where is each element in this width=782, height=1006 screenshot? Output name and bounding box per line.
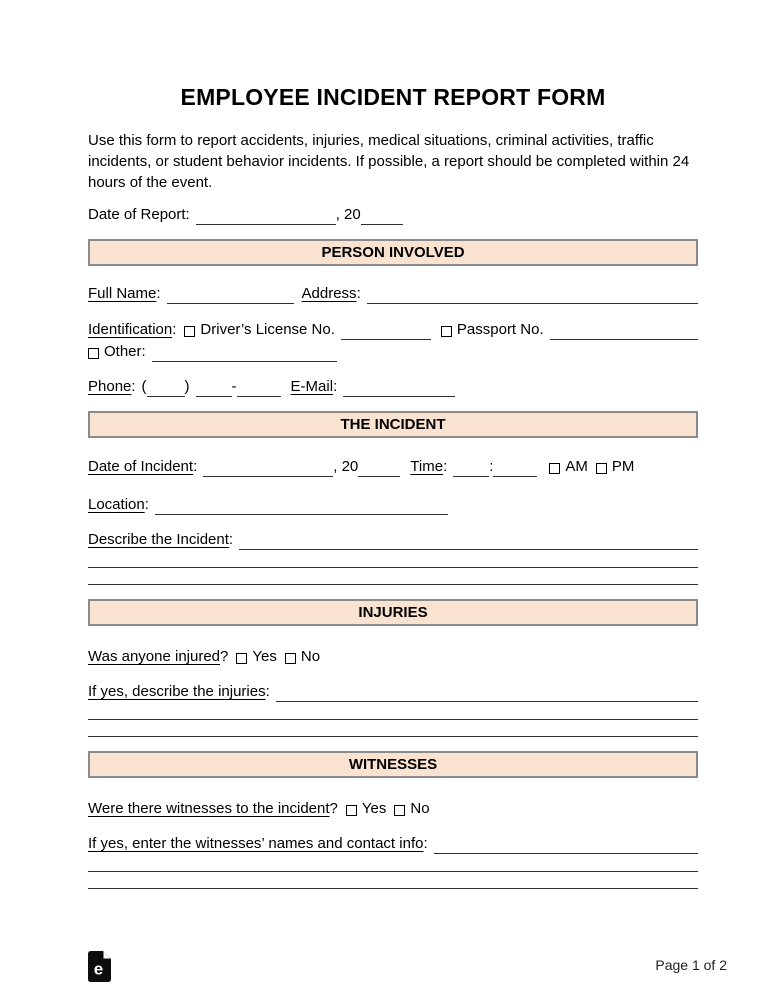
close-paren: ) [184,378,190,395]
colon: : [356,285,361,302]
describe-incident-field[interactable] [239,535,698,550]
checkbox-injured-no[interactable] [285,653,296,664]
witnesses-question-row [88,799,698,819]
year-prefix: , 20 [333,458,359,475]
writing-line[interactable] [88,568,698,585]
phone-line-field[interactable] [237,382,281,397]
full-name-field[interactable] [167,289,294,304]
phone-email-row [88,377,698,397]
drivers-license-field[interactable] [341,325,431,340]
other-id-field[interactable] [152,347,337,362]
drivers-license-label: Driver’s License No. [200,321,335,338]
time-label: Time [410,458,444,475]
location-field[interactable] [155,500,448,515]
checkbox-pm[interactable] [596,463,607,474]
date-of-report-row [88,205,698,225]
intro-text: Use this form to report accidents, injuries, medical situations, criminal activities, traffic incidents, or student behavior incidents. If possible, a report should be completed within 24 hours of the event. [88,132,690,191]
colon: : [144,496,149,513]
incident-date-field[interactable] [203,462,333,477]
other-id-label: Other: [104,343,146,360]
address-field[interactable] [367,289,698,304]
passport-label: Passport No. [456,321,544,338]
time-minute-field[interactable] [493,462,537,477]
section-header-witnesses: WITNESSES [88,751,698,778]
colon: : [228,531,234,548]
date-of-report-label: Date of Report: [88,206,190,223]
incident-year-field[interactable] [358,462,400,477]
witness-info-label: If yes, enter the witnesses’ names and contact info [88,835,424,852]
phone-label: Phone [88,378,132,395]
email-label: E-Mail [290,378,334,395]
injured-no-label: No [300,648,321,665]
describe-injuries-label: If yes, describe the injuries [88,683,266,700]
witness-info-field[interactable] [434,839,698,854]
full-name-address-row [88,284,698,304]
date-of-report-field[interactable] [196,210,336,225]
witnesses-question-label: Were there witnesses to the incident [88,800,330,817]
question-mark: ? [220,648,229,665]
writing-line[interactable] [88,872,698,889]
phone-dash: - [231,378,237,395]
question-mark: ? [329,800,338,817]
phone-area-code-field[interactable] [147,382,185,397]
writing-line[interactable] [88,720,698,737]
incident-date-label: Date of Incident [88,458,194,475]
eforms-logo-icon [88,951,111,986]
report-year-field[interactable] [361,210,403,225]
pm-label: PM [611,458,635,475]
checkbox-other-id[interactable] [88,348,99,359]
year-prefix: , 20 [335,206,361,223]
full-name-label: Full Name [88,285,157,302]
colon: : [131,378,136,395]
page-indicator: Page 1 of 2 [655,957,727,973]
location-label: Location [88,496,145,513]
checkbox-witnesses-yes[interactable] [346,805,357,816]
describe-injuries-field[interactable] [276,687,698,702]
injured-yes-label: Yes [252,648,277,665]
checkbox-passport[interactable] [441,326,452,337]
checkbox-am[interactable] [549,463,560,474]
injured-question-label: Was anyone injured [88,648,221,665]
identification-other-row [88,342,698,362]
am-label: AM [565,458,588,475]
colon: : [333,378,338,395]
checkbox-witnesses-no[interactable] [394,805,405,816]
time-colon: : [489,458,494,475]
colon: : [156,285,161,302]
injured-question-row [88,647,698,667]
colon: : [423,835,428,852]
colon: : [265,683,270,700]
colon: : [193,458,198,475]
witnesses-no-label: No [410,800,430,817]
checkbox-drivers-license[interactable] [184,326,195,337]
checkbox-injured-yes[interactable] [236,653,247,664]
phone-prefix-field[interactable] [196,382,232,397]
logo-letter: e [93,959,104,979]
open-paren: ( [141,378,147,395]
page-title: EMPLOYEE INCIDENT REPORT FORM [180,84,606,110]
describe-incident-label: Describe the Incident [88,531,229,548]
identification-label: Identification [88,321,173,338]
writing-line[interactable] [88,702,698,720]
time-hour-field[interactable] [453,462,489,477]
colon: : [443,458,448,475]
colon: : [172,321,177,338]
incident-date-time-row [88,457,698,477]
writing-line[interactable] [88,550,698,568]
describe-incident-row [88,530,698,550]
section-header-injuries: INJURIES [88,599,698,626]
writing-line[interactable] [88,854,698,872]
identification-row [88,320,698,340]
section-header-person-involved: PERSON INVOLVED [88,239,698,266]
passport-field[interactable] [550,325,698,340]
email-field[interactable] [343,382,455,397]
witness-info-row [88,834,698,854]
address-label: Address [301,285,357,302]
describe-injuries-row [88,682,698,702]
witnesses-yes-label: Yes [361,800,387,817]
section-header-the-incident: THE INCIDENT [88,411,698,438]
location-row [88,495,698,515]
